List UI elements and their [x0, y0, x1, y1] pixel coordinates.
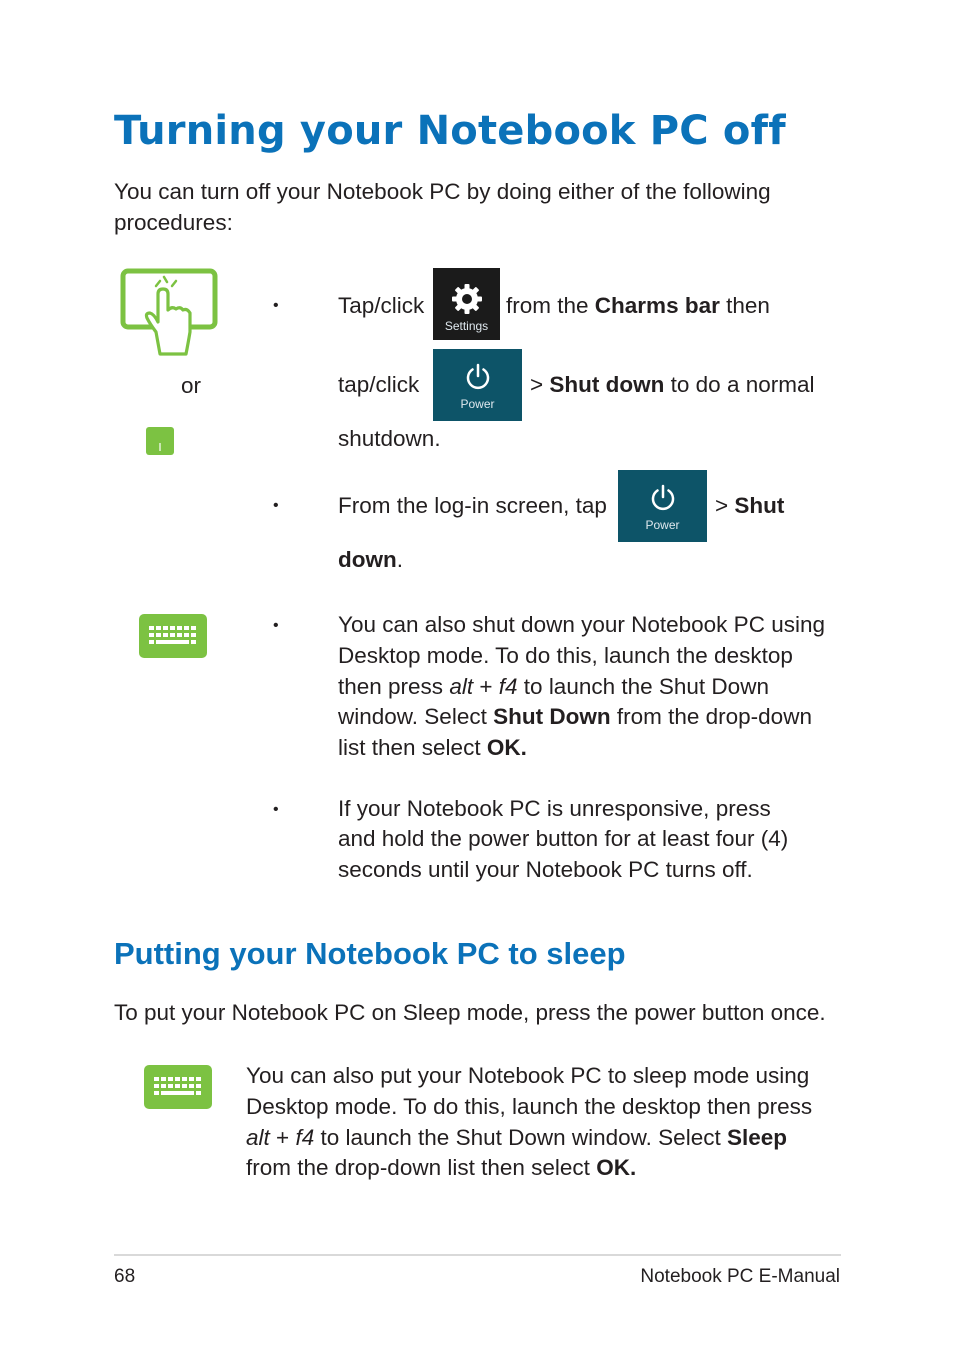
keyboard-icon	[139, 614, 207, 658]
sleep-l3-post: to launch the Shut Down window. Select	[320, 1125, 721, 1150]
keyboard-icon	[144, 1065, 212, 1109]
step4-line-1: If your Notebook PC is unresponsive, press	[338, 796, 771, 821]
step3-line-1: You can also shut down your Notebook PC using	[338, 612, 825, 637]
step3-line-3	[338, 671, 769, 702]
sleep-intro: To put your Notebook PC on Sleep mode, press the power button once.	[114, 1000, 826, 1025]
key-alt: alt	[449, 674, 474, 699]
shut-text: Shut	[734, 493, 785, 518]
bullet: •	[273, 617, 279, 634]
bullet: •	[273, 297, 279, 314]
intro-line-2: procedures:	[114, 210, 233, 235]
step3-l5-pre: list then select	[338, 735, 481, 760]
step1-a-post: then	[726, 293, 770, 318]
sleep-line-2: Desktop mode. To do this, launch the desktop then press	[246, 1094, 813, 1119]
down-text: down	[338, 547, 397, 572]
plus-sign: +	[276, 1125, 290, 1150]
step2-end	[338, 544, 403, 575]
power-tile-login-label: Power	[645, 518, 680, 532]
manual-title: Notebook PC E-Manual	[640, 1266, 840, 1287]
intro-line-1: You can turn off your Notebook PC by doing either of the following	[114, 179, 771, 204]
plus-sign: +	[479, 674, 493, 699]
step4-line-2: and hold the power button for at least four (4)	[338, 826, 789, 851]
section-title-sleep: Putting your Notebook PC to sleep	[114, 936, 626, 971]
page-number: 68	[114, 1266, 136, 1287]
touchpad-icon	[146, 427, 174, 455]
step3-l4-post: from the drop-down	[616, 704, 812, 729]
step3-l4-pre: window. Select	[338, 704, 487, 729]
key-f4: f4	[295, 1125, 315, 1150]
step1-a-rest	[506, 290, 770, 321]
sleep-line-4	[246, 1152, 636, 1183]
charms-bar-text: Charms bar	[594, 293, 720, 318]
step1-b-pre: tap/click	[338, 372, 420, 397]
step1-a-pre: Tap/click	[338, 293, 425, 318]
power-icon	[463, 362, 493, 392]
power-tile-label: Power	[460, 397, 495, 411]
step1-b-post: to do a normal	[670, 372, 815, 397]
step1-c: shutdown.	[338, 426, 441, 451]
step2-rest	[715, 490, 784, 521]
settings-tile	[433, 268, 500, 340]
sleep-l4-pre: from the drop-down list then select	[246, 1155, 590, 1180]
power-tile	[433, 349, 522, 421]
sleep-line-1: You can also put your Notebook PC to sleep mode using	[246, 1063, 810, 1088]
bullet: •	[273, 497, 279, 514]
step3-line-5	[338, 732, 527, 763]
sleep-line-3	[246, 1122, 787, 1153]
footer-divider	[114, 1254, 841, 1256]
step2-period: .	[396, 547, 403, 572]
shut-down-text: Shut down	[549, 372, 665, 397]
key-alt: alt	[246, 1125, 270, 1150]
page-title: Turning your Notebook PC off	[114, 108, 786, 154]
power-tile-login	[618, 470, 707, 542]
sleep-text: Sleep	[726, 1125, 788, 1150]
ok-text: OK.	[596, 1155, 637, 1180]
step3-line-2: Desktop mode. To do this, launch the desktop	[338, 643, 793, 668]
step1-b-rest	[530, 369, 815, 400]
step3-l3-pre: then press	[338, 674, 444, 699]
gear-icon	[450, 282, 484, 316]
step2-pre: From the log-in screen, tap	[338, 493, 607, 518]
step4-line-3: seconds until your Notebook PC turns off.	[338, 857, 753, 882]
step2-gt: >	[715, 493, 729, 518]
key-f4: f4	[498, 674, 518, 699]
touch-gesture-icon	[120, 268, 220, 358]
ok-text: OK.	[486, 735, 527, 760]
bullet: •	[273, 801, 279, 818]
step1-a-from: from the	[506, 293, 589, 318]
settings-tile-label: Settings	[444, 319, 489, 333]
step1-b-gt: >	[530, 372, 544, 397]
step3-line-4	[338, 701, 812, 732]
step3-l3-post: to launch the Shut Down	[523, 674, 769, 699]
power-icon	[648, 483, 678, 513]
shut-down-window-text: Shut Down	[493, 704, 611, 729]
or-label: or	[181, 373, 202, 398]
